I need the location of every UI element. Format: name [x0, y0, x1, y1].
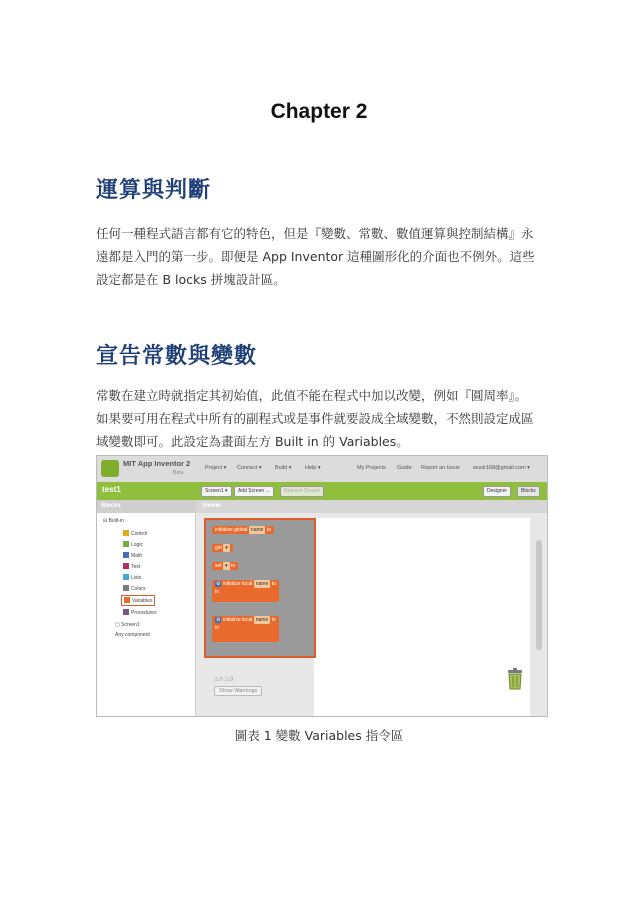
initialize-local-block[interactable]: ⚙ initialize local name to in — [212, 580, 279, 602]
paragraph-line: 常數在建立時就指定其初始值，此值不能在程式中加以改變，例如『圓周率』。 — [96, 388, 528, 403]
paragraph-line: 遠都是入門的第一步。即便是 App Inventor 這種圖形化的介面也不例外。這些 — [96, 249, 535, 264]
paragraph-line: 域變數即可。此設定為畫面左方 Built in 的 Variables。 — [96, 434, 409, 449]
colors-swatch-icon — [123, 585, 129, 591]
paragraph-line: 任何一種程式語言都有它的特色，但是『變數、常數、數值運算與控制結構』永 — [96, 226, 534, 241]
viewer-header: Viewer — [196, 500, 547, 513]
menu-my-projects[interactable]: My Projects — [357, 465, 386, 471]
tree-item-screen1[interactable]: ▢ Screen1 — [115, 622, 140, 628]
text-swatch-icon — [123, 563, 129, 569]
viewer-panel — [196, 500, 547, 716]
remove-screen-button[interactable]: Remove Screen — [280, 486, 324, 497]
get-block[interactable]: get ▾ — [212, 544, 233, 552]
workspace-canvas[interactable] — [314, 518, 530, 716]
warning-counts: ⚠0 ⚠0 — [214, 677, 234, 683]
control-swatch-icon — [123, 530, 129, 536]
gear-icon: ⚙ — [216, 617, 221, 623]
app-beta-label: Beta — [173, 470, 184, 476]
logic-swatch-icon — [123, 541, 129, 547]
variables-swatch-icon — [124, 597, 130, 603]
section-heading-variables: 宣告常數與變數 — [96, 344, 258, 369]
paragraph-line: 如果要可用在程式中所有的副程式或是事件就要設成全域變數，不然則設定成區 — [96, 411, 534, 426]
menu-guide[interactable]: Guide — [397, 465, 412, 471]
app-inventor-screenshot — [96, 455, 548, 717]
initialize-global-block[interactable]: initialize global name to — [212, 526, 274, 534]
designer-button[interactable]: Designer — [483, 486, 511, 497]
screen-icon: ▢ — [115, 622, 122, 628]
figure-caption: 圖表 1 變數 Variables 指令區 — [234, 728, 404, 743]
menu-build[interactable]: Build ▾ — [275, 465, 292, 471]
app-inventor-logo-icon — [101, 460, 119, 477]
paragraph-variables — [96, 384, 548, 453]
tree-item-colors[interactable]: Colors — [123, 585, 145, 592]
project-name: test1 — [102, 485, 121, 494]
workspace-scrollbar[interactable] — [536, 540, 542, 650]
trash-icon[interactable] — [506, 668, 524, 690]
procedures-swatch-icon — [123, 609, 129, 615]
tree-item-math[interactable]: Math — [123, 552, 142, 559]
initialize-local-expression-block[interactable]: ⚙ initialize local name to in — [212, 616, 279, 642]
tree-item-logic[interactable]: Logic — [123, 541, 143, 548]
chapter-title: Chapter 2 — [270, 100, 368, 123]
gear-icon: ⚙ — [216, 581, 221, 587]
tree-item-any-component[interactable]: Any component — [115, 632, 150, 638]
tree-item-procedures[interactable]: Procedures — [123, 609, 157, 616]
show-warnings-button[interactable]: Show Warnings — [214, 686, 262, 696]
menu-project[interactable]: Project ▾ — [205, 465, 227, 471]
app-topbar — [97, 456, 547, 483]
menu-account[interactable]: wusir168@gmail.com ▾ — [473, 465, 530, 471]
menu-report-issue[interactable]: Report an Issue — [421, 465, 460, 471]
app-title: MIT App Inventor 2 — [123, 459, 191, 468]
tree-item-text[interactable]: Text — [123, 563, 140, 570]
menu-connect[interactable]: Connect ▾ — [237, 465, 262, 471]
screen-select-button[interactable]: Screen1 ▾ — [201, 486, 232, 497]
tree-item-lists[interactable]: Lists — [123, 574, 141, 581]
blocks-panel — [97, 500, 196, 716]
blocks-panel-header: Blocks — [97, 500, 195, 513]
math-swatch-icon — [123, 552, 129, 558]
project-toolbar — [97, 482, 547, 500]
variables-flyout — [204, 518, 316, 658]
tree-item-control[interactable]: Control — [123, 530, 147, 537]
tree-item-variables[interactable]: Variables — [121, 595, 155, 606]
paragraph-line: 設定都是在 B locks 拼塊設計區。 — [96, 272, 286, 287]
blocks-button[interactable]: Blocks — [517, 486, 540, 497]
set-block[interactable]: set ▾ to — [212, 562, 238, 570]
paragraph-intro — [96, 222, 548, 291]
section-heading-operations: 運算與判斷 — [96, 178, 212, 203]
tree-builtin[interactable]: ⊟ Built-in — [103, 518, 124, 524]
menu-help[interactable]: Help ▾ — [305, 465, 321, 471]
lists-swatch-icon — [123, 574, 129, 580]
add-screen-button[interactable]: Add Screen ... — [234, 486, 274, 497]
